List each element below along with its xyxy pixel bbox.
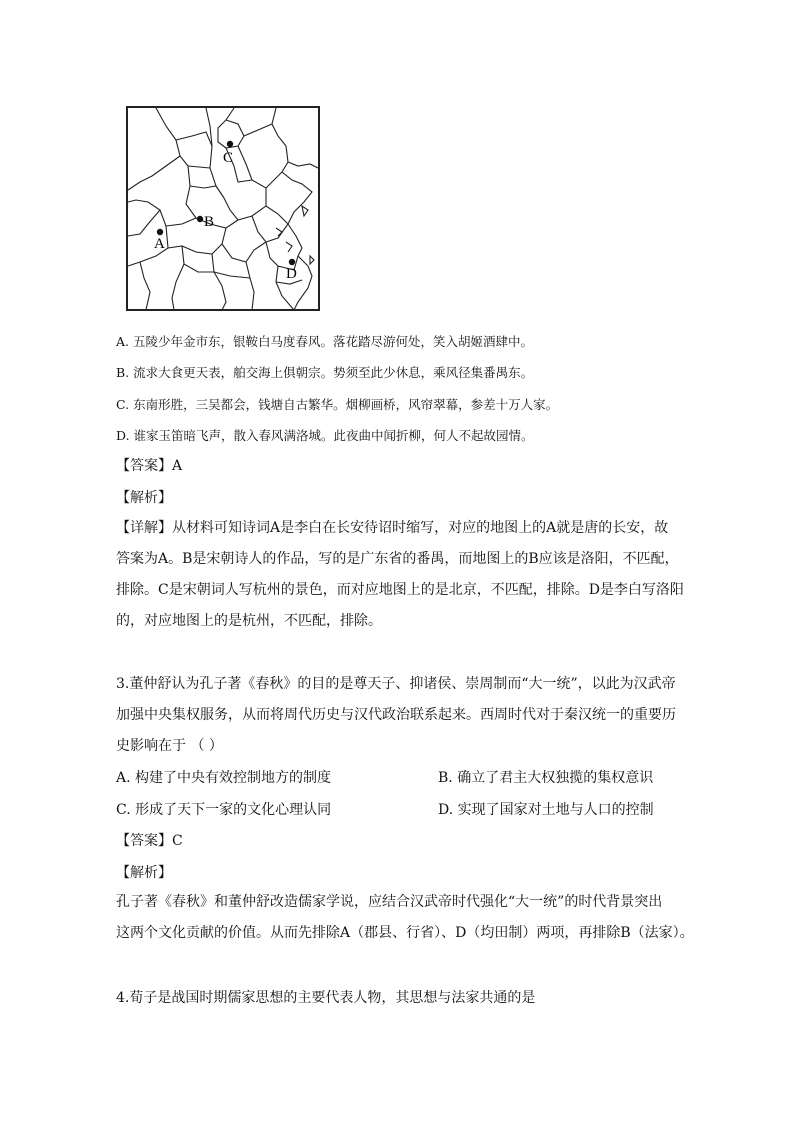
q3-analysis [116,887,694,949]
q2-detail-line: 答案为A。B是宋朝诗人的作品，写的是广东省的番禺，而地图上的B应该是洛阳，不匹配， [116,551,679,567]
q3-analysis-line: 这两个文化贡献的价值。从而先排除A（郡县、行省）、D（均田制）两项，再排除B（法家）。 [116,925,694,941]
q2-option-d: D. 谁家玉笛暗飞声，散入春风满洛城。此夜曲中闻折柳，何人不起故园情。 [116,428,534,443]
q3-stem-line: 史影响在于 （ ） [116,738,223,754]
label-d: D [286,266,297,282]
label-b: B [204,214,215,230]
q3-option-d: D. 实现了国家对土地与人口的控制 [438,802,654,818]
q2-detail-line: 的，对应地图上的是杭州，不匹配，排除。 [116,613,382,629]
q2-analysis-label: 【解析】 [116,490,172,506]
q3-answer: 【答案】C [116,833,183,849]
label-c: C [223,150,234,166]
china-region-map [126,106,320,311]
q2-answer: 【答案】A [116,458,183,474]
q2-detail-line: 【详解】从材料可知诗词A是李白在长安待诏时缩写，对应的地图上的A就是唐的长安，故 [116,520,669,536]
q2-option-b: B. 流求大食更天表，舶交海上俱朝宗。势须至此少休息，乘风径集番禺东。 [116,365,534,380]
q2-detail-line: 排除。C是宋朝词人写杭州的景色，而对应地图上的是北京，不匹配，排除。D是李白写洛阳 [116,582,684,598]
q3-option-b: B. 确立了君主大权独揽的集权意识 [438,770,654,786]
point-c-marker [227,141,233,147]
label-a: A [154,236,165,252]
q3-option-a: A. 构建了中央有效控制地方的制度 [116,770,332,786]
map-figure [126,106,320,311]
q4-stem: 4.荀子是战国时期儒家思想的主要代表人物，其思想与法家共通的是 [116,990,536,1006]
q3-stem-line: 加强中央集权服务，从而将周代历史与汉代政治联系起来。西周时代对于秦汉统一的重要历 [116,707,676,723]
q3-analysis-label: 【解析】 [116,865,172,881]
q3-option-c: C. 形成了天下一家的文化心理认同 [116,802,332,818]
q2-option-a: A. 五陵少年金市东，银鞍白马度春风。落花踏尽游何处，笑入胡姬酒肆中。 [116,334,533,349]
point-d-marker [289,259,295,265]
q2-detail [116,513,684,637]
q3-stem-line: 3.董仲舒认为孔子著《春秋》的目的是尊天子、抑诸侯、崇周制而“大一统”，以此为汉武帝 [116,676,676,692]
q3-stem [116,669,676,762]
point-a-marker [157,229,163,235]
point-b-marker [197,216,203,222]
q3-analysis-line: 孔子著《春秋》和董仲舒改造儒家学说，应结合汉武帝时代强化“大一统”的时代背景突出 [116,894,663,910]
q2-option-c: C. 东南形胜，三吴都会，钱塘自古繁华。烟柳画桥，风帘翠幕，参差十万人家。 [116,397,559,412]
